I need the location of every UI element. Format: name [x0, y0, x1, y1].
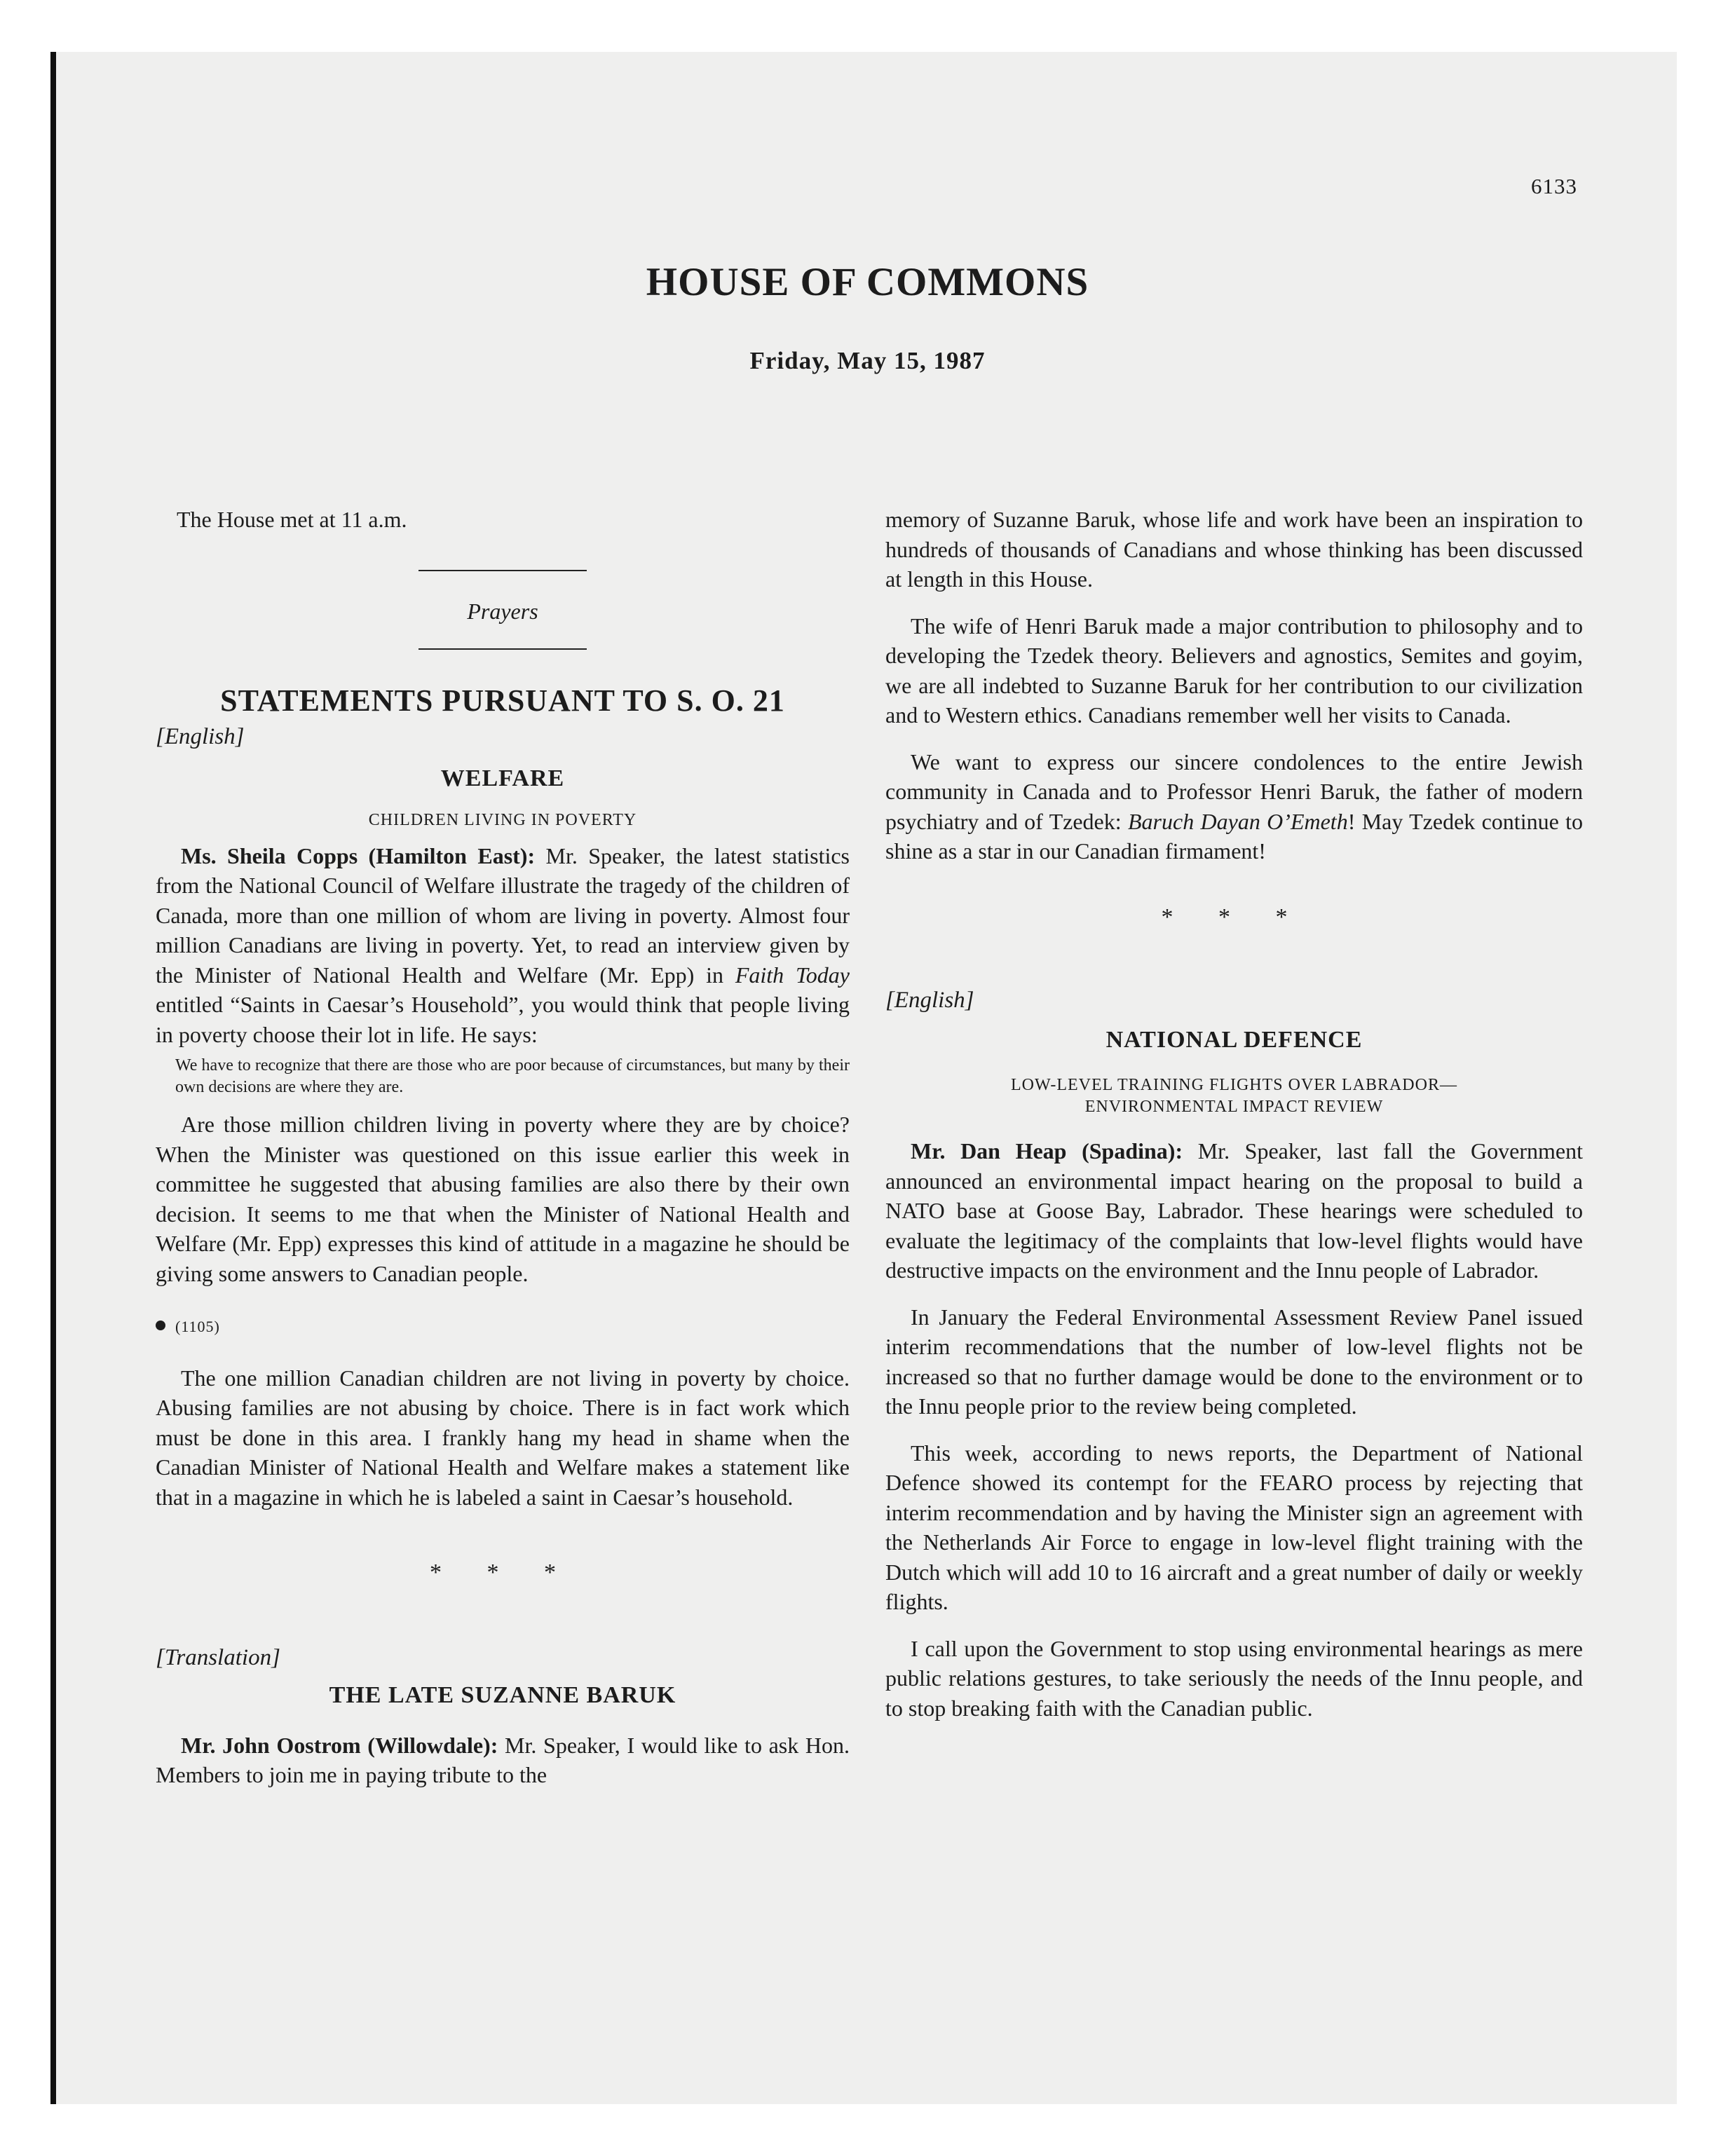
divider-rule — [419, 648, 587, 650]
statement-paragraph: Mr. Dan Heap (Spadina): Mr. Speaker, last fall the Government announced an environmental impact hearing on the proposal to build a NATO base at Goose Bay, Labrador. These hearings were scheduled to evaluate the legitimacy of the complaints that low-level flights would have destructive impacts on the environment and the Innu people of Labrador. — [885, 1138, 1583, 1283]
speaker-name: Mr. Dan Heap (Spadina): — [911, 1138, 1183, 1164]
statement-paragraph: Mr. John Oostrom (Willowdale): Mr. Speaker, I would like to ask Hon. Members to join me in paying tribute to the — [156, 1732, 850, 1787]
statement-paragraph: We want to express our sincere condolences to the entire Jewish community in Canada and to Professor Henri Baruk, the father of modern psychiatry and of Tzedek: Baruch Dayan O’Emeth! May Tzedek continue to shine as a star in our Canadian firmament! — [885, 749, 1584, 864]
statement-heading-baruk: THE LATE SUZANNE BARUK — [329, 1682, 676, 1708]
magazine-title: Faith Today — [735, 962, 850, 988]
statement-paragraph: In January the Federal Environmental Assessment Review Panel issued interim recommendations that the number of low-level flights not be increased so that no further damage would be done to the environment or to the Innu people prior to the review being completed. — [885, 1304, 1583, 1419]
speaker-name: Ms. Sheila Copps (Hamilton East): — [181, 842, 536, 868]
section-separator: * * * — [1161, 903, 1307, 930]
statement-paragraph: memory of Suzanne Baruk, whose life and work have been an inspiration to hundreds of thousands of Canadians and whose thinking has been discussed at length in this House. — [885, 507, 1583, 592]
statement-heading-welfare: WELFARE — [440, 765, 565, 791]
left-column — [156, 505, 850, 1790]
time-marker — [156, 1309, 850, 1342]
block-quote: We have to recognize that there are those who are poor because of circumstances, but many by their own decisions are where they are. — [175, 1056, 850, 1096]
statement-paragraph: Ms. Sheila Copps (Hamilton East): Mr. Speaker, the latest statistics from the National Council of Welfare illustrate the tragedy of the children of Canada, more than one million of whom are living in poverty. Almost four million Canadians are living in poverty. Yet, to read an interview given by the Minister of National Health and Welfare (Mr. Epp) in Faith Today entitled “Saints in Caesar’s Household”, you would think that people living in poverty choose their lot in life. He says: — [156, 842, 850, 1047]
language-tag: [English] — [156, 723, 245, 749]
statement-paragraph: This week, according to news reports, the Department of National Defence showed its contempt for the FEARO process by rejecting that interim recommendation and by having the Minister sign an agreement with the Netherlands Air Force to engage in low-level flight training with the Dutch which will add 10 to 16 aircraft and a great number of daily or weekly flights. — [885, 1440, 1583, 1614]
page-number: 6133 — [1531, 174, 1577, 198]
divider-rule — [419, 570, 587, 571]
statement-heading-defence: NATIONAL DEFENCE — [1105, 1026, 1363, 1053]
statement-topic: LOW-LEVEL TRAINING FLIGHTS OVER LABRADOR— ENVIRONMENTAL IMPACT REVIEW — [1011, 1076, 1457, 1116]
section-heading: STATEMENTS PURSUANT TO S. O. 21 — [220, 683, 785, 718]
hebrew-phrase: Baruch Dayan O’Emeth — [1127, 808, 1348, 834]
timestamp: (1105) — [175, 1318, 220, 1335]
section-separator: * * * — [430, 1560, 576, 1585]
prayers-label: Prayers — [467, 598, 538, 624]
statement-topic: CHILDREN LIVING IN POVERTY — [368, 810, 637, 829]
language-tag: [English] — [885, 988, 974, 1013]
sitting-date: Friday, May 15, 1987 — [749, 347, 986, 374]
right-column — [885, 505, 1583, 1723]
language-tag: [Translation] — [156, 1644, 280, 1670]
house-met-line: The House met at 11 a.m. — [177, 507, 407, 532]
speaker-name: Mr. John Oostrom (Willowdale): — [181, 1732, 498, 1758]
statement-paragraph: The wife of Henri Baruk made a major contribution to philosophy and to developing the Tzedek theory. Believers and agnostics, Semites and goyim, we are all indebted to Suzanne Baruk for her contribution to our civilization and to Western ethics. Canadians remember well her visits to Canada. — [885, 613, 1583, 728]
statement-paragraph: Are those million children living in poverty where they are by choice? When the Minister was questioned on this issue earlier this week in committee he suggested that abusing families are also there by their own decision. It seems to me that when the Minister of National Health and Welfare (Mr. Epp) expresses this kind of attitude in a magazine he should be giving some answers to Canadian people. — [156, 1112, 850, 1286]
page-title: HOUSE OF COMMONS — [646, 260, 1089, 304]
bullet-icon — [156, 1321, 165, 1330]
statement-paragraph: The one million Canadian children are not living in poverty by choice. Abusing families are not abusing by choice. There is in fact work which must be done in this area. I frankly hang my head in shame when the Canadian Minister of National Health and Welfare makes a statement like that in a magazine in which he is labeled a saint in Caesar’s household. — [156, 1365, 850, 1510]
statement-paragraph: I call upon the Government to stop using environmental hearings as mere public relations gestures, to take seriously the needs of the Innu people, and to stop breaking faith with the Canadian public. — [885, 1635, 1583, 1721]
